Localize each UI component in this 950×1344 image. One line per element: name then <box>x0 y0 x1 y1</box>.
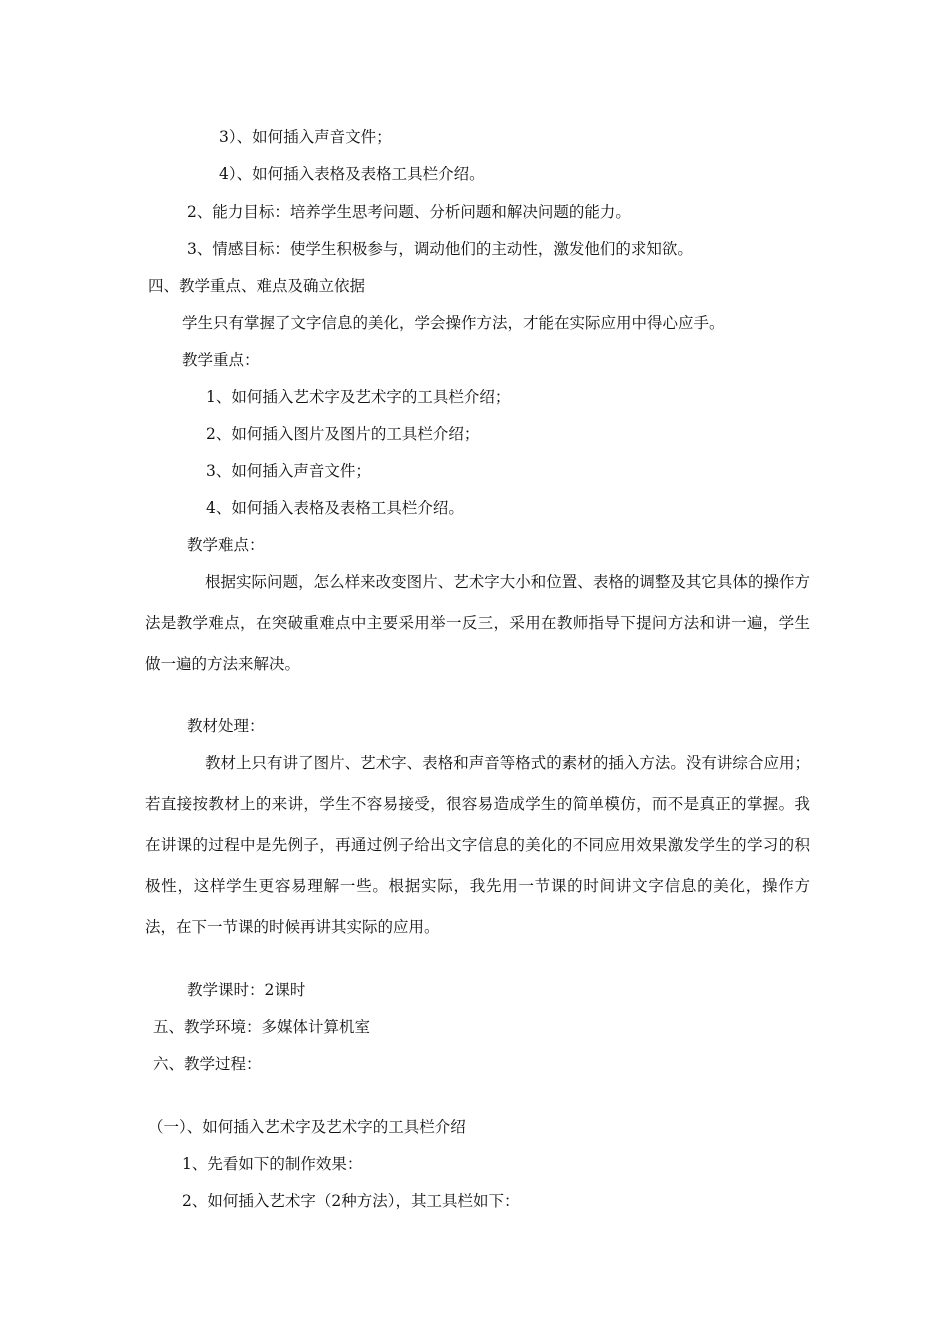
part-1-step-2: 2、如何插入艺术字（2种方法），其工具栏如下： <box>182 1192 520 1210</box>
knowledge-goal-item-4: 4）、如何插入表格及表格工具栏介绍。 <box>219 165 485 183</box>
key-point-item-1: 1、如何插入艺术字及艺术字的工具栏介绍； <box>206 388 511 406</box>
key-points-heading: 教学重点： <box>182 351 260 369</box>
key-point-item-2: 2、如何插入图片及图片的工具栏介绍； <box>206 425 480 443</box>
difficulty-paragraph: 根据实际问题，怎么样来改变图片、艺术字大小和位置、表格的调整及其它具体的操作方法是教学难点，在突破重难点中主要采用举一反三，采用在教师指导下提问方法和讲一遍，学生做一遍的方法来解决。 <box>145 573 810 673</box>
section-5-heading: 五、教学环境：多媒体计算机室 <box>153 1018 371 1036</box>
part-1-heading: （一）、如何插入艺术字及艺术字的工具栏介绍 <box>148 1118 466 1136</box>
section-4-heading: 四、教学重点、难点及确立依据 <box>148 277 366 295</box>
emotion-goal: 3、情感目标：使学生积极参与，调动他们的主动性，激发他们的求知欲。 <box>187 240 693 258</box>
key-point-item-4: 4、如何插入表格及表格工具栏介绍。 <box>206 499 464 517</box>
section-4-intro: 学生只有掌握了文字信息的美化，学会操作方法，才能在实际应用中得心应手。 <box>182 314 725 332</box>
ability-goal: 2、能力目标：培养学生思考问题、分析问题和解决问题的能力。 <box>187 203 631 221</box>
difficulty-heading: 教学难点： <box>187 536 265 554</box>
material-heading: 教材处理： <box>187 717 265 735</box>
class-hours: 教学课时：2课时 <box>187 981 306 999</box>
section-6-heading: 六、教学过程： <box>153 1055 262 1073</box>
material-paragraph: 教材上只有讲了图片、艺术字、表格和声音等格式的素材的插入方法。没有讲综合应用；若直接按教材上的来讲，学生不容易接受，很容易造成学生的简单模仿，而不是真正的掌握。我在讲课的过程中是先例子，再通过例子给出文字信息的美化的不同应用效果激发学生的学习的积极性，这样学生更容易理解一些。根据实际，我先用一节课的时间讲文字信息的美化，操作方法，在下一节课的时候再讲其实际的应用。 <box>145 754 810 936</box>
part-1-step-1: 1、先看如下的制作效果： <box>182 1155 363 1173</box>
key-point-item-3: 3、如何插入声音文件； <box>206 462 371 480</box>
knowledge-goal-item-3: 3）、如何插入声音文件； <box>219 128 392 146</box>
